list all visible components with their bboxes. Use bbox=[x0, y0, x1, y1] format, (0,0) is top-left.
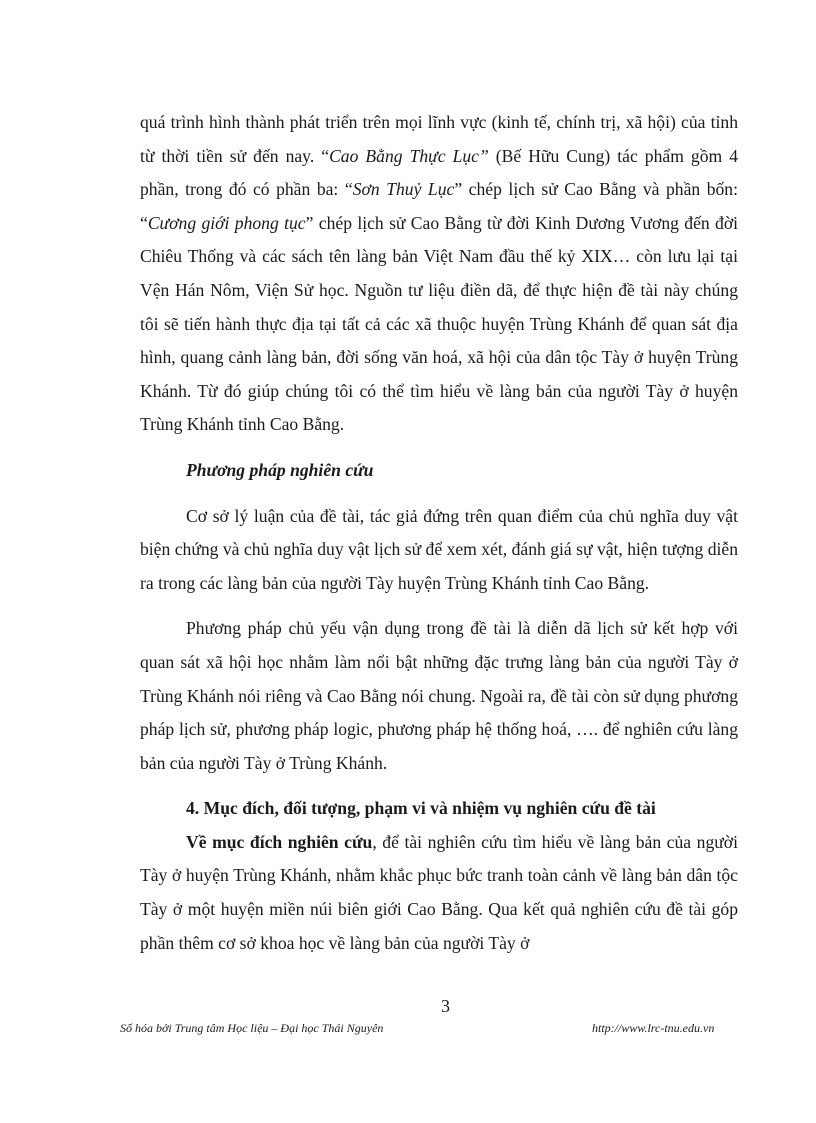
text-run: ” chép lịch sử Cao Bằng từ đời Kinh Dương Vương đến đời Chiêu Thống và các sách tên làng bản Việt Nam đầu thế kỷ XIX… còn lưu lại tại Vện Hán Nôm, Viện Sử học. Nguồn tư liệu điền dã, để thực hiện đề tài này chúng tôi sẽ tiến hành thực địa tại tất cả các xã thuộc huyện Trùng Khánh để quan sát địa hình, quang cảnh làng bản, đời sống văn hoá, xã hội của dân tộc Tày ở huyện Trùng Khánh. Từ đó giúp chúng tôi có thể tìm hiểu về làng bản của người Tày ở huyện Trùng Khánh tỉnh Cao Bằng. bbox=[140, 212, 739, 435]
heading-section-4: 4. Mục đích, đối tượng, phạm vi và nhiệm vụ nghiên cứu đề tài bbox=[186, 798, 656, 819]
italic-title-cuong-gioi-phong-tuc: Cương giới phong tục bbox=[147, 212, 306, 233]
text-run: quá trình hình thành phát triển trên mọi lĩnh vực (kinh tế, chính trị, xã hội) của tỉnh từ thời tiền sử đến nay. “ bbox=[140, 112, 738, 166]
italic-title-son-thuy-luc: Sơn Thuỷ Lục bbox=[352, 179, 455, 200]
text-run: , để tài nghiên cứu tìm hiểu về làng bản của người Tày ở huyện Trùng Khánh, nhằm khắc phục bức tranh toàn cảnh về làng bản dân tộc Tày ở một huyện miền núi biên giới Cao Bằng. Qua kết quả nghiên cứu đề tài góp phần thêm cơ sở khoa học về làng bản của người Tày ở bbox=[140, 831, 738, 953]
footer-source: Số hóa bởi Trung tâm Học liệu – Đại học Thái Nguyên bbox=[120, 1021, 384, 1035]
paragraph-methods: Phương pháp chủ yếu vận dụng trong đề tài là diễn dã lịch sử kết hợp với quan sát xã hội học nhằm làm nổi bật những đặc trưng làng bản của người Tày ở Trùng Khánh nói riêng và Cao Bằng nói chung. Ngoài ra, đề tài còn sử dụng phương pháp lịch sử, phương pháp logic, phương pháp hệ thống hoá, …. để nghiên cứu làng bản của người Tày ở Trùng Khánh. bbox=[140, 618, 738, 773]
text-run: ” chép lịch sử Cao Bằng và phần bốn: “ bbox=[140, 179, 738, 233]
heading-research-method: Phương pháp nghiên cứu bbox=[186, 459, 374, 480]
italic-title-cao-bang-thuc-luc: Cao Bằng Thực Lục” bbox=[329, 145, 489, 166]
paragraph-purpose bbox=[140, 826, 738, 960]
document-body bbox=[140, 106, 738, 960]
bold-lead: Về mục đích nghiên cứu bbox=[186, 831, 373, 852]
paragraph-theory: Cơ sở lý luận của đề tài, tác giả đứng trên quan điểm của chủ nghĩa duy vật biện chứng và chủ nghĩa duy vật lịch sử để xem xét, đánh giá sự vật, hiện tượng diễn ra trong các làng bản của người Tày huyện Trùng Khánh tỉnh Cao Bằng. bbox=[140, 505, 738, 593]
footer-url: http://www.lrc-tnu.edu.vn bbox=[592, 1021, 715, 1035]
page-number: 3 bbox=[441, 996, 450, 1016]
paragraph-sources bbox=[140, 106, 738, 442]
text-run: (Bế Hữu Cung) tác phẩm gồm 4 phần, trong đó có phần ba: “ bbox=[140, 145, 739, 200]
